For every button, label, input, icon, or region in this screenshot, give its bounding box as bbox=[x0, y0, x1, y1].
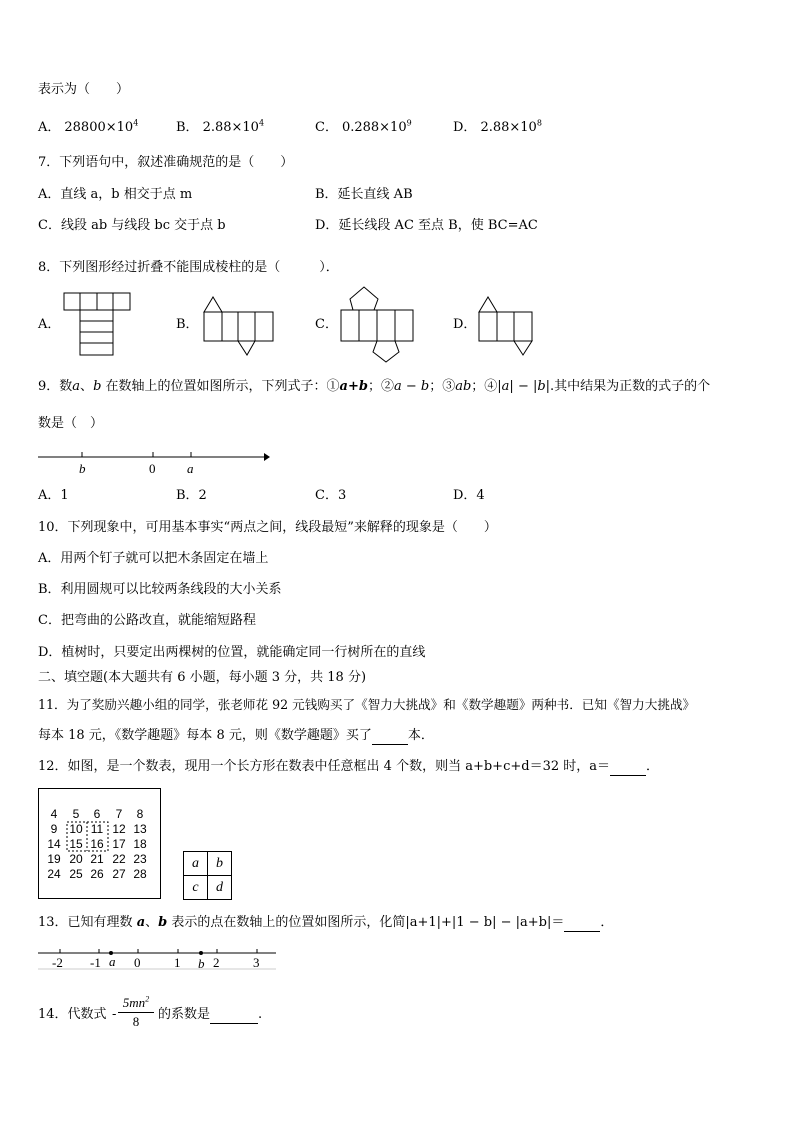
q12-number-table bbox=[38, 788, 161, 899]
q12-cell: 12 bbox=[112, 822, 126, 836]
q12-cell: 21 bbox=[90, 852, 104, 866]
q6-option-b bbox=[176, 120, 264, 136]
q9-sep: 、 bbox=[80, 379, 94, 394]
q14-denominator: 8 bbox=[132, 1014, 140, 1029]
q6-option-c bbox=[315, 120, 412, 136]
q12-answer-blank[interactable] bbox=[610, 759, 646, 776]
q14-stem-period: . bbox=[258, 1007, 263, 1022]
q9-option-a: A．1 bbox=[38, 488, 69, 503]
q6-option-b-base: 2.88×10 bbox=[202, 120, 259, 135]
q12-cell: 28 bbox=[133, 867, 147, 881]
q12-cell: 10 bbox=[69, 822, 83, 836]
q13-stem-end: ． bbox=[600, 915, 614, 930]
q12-dashed-frame bbox=[66, 821, 110, 853]
q12-cell: 20 bbox=[69, 852, 83, 866]
q12-small-cell: a bbox=[184, 852, 208, 876]
q9-stem bbox=[38, 379, 710, 395]
q9-axis-label-b: b bbox=[79, 461, 86, 476]
q6-option-a-base: 28800×10 bbox=[64, 120, 134, 135]
q12-cell: 16 bbox=[90, 837, 104, 851]
q9-expr-3: ab bbox=[455, 379, 472, 394]
q9-stem-part: 在数轴上的位置如图所示，下列式子：① bbox=[101, 379, 340, 394]
q6-option-d-base: 2.88×10 bbox=[480, 120, 537, 135]
q6-option-a bbox=[38, 120, 138, 136]
q6-option-b-exp: 4 bbox=[258, 118, 265, 128]
q11-line2 bbox=[38, 728, 434, 745]
q9-stem-line2: 数是（ ） bbox=[38, 416, 104, 431]
q12-cell: 5 bbox=[72, 807, 80, 821]
q11-line2-text: 每本 18 元，《数学趣题》每本 8 元，则《数学趣题》买了 bbox=[38, 728, 372, 743]
q13-var-b: b bbox=[158, 915, 168, 930]
q13-point-b-label: b bbox=[198, 956, 205, 971]
q11-answer-blank[interactable] bbox=[372, 728, 408, 745]
q9-stem-part: ；③ bbox=[429, 379, 456, 394]
q14-fraction-bar bbox=[118, 1012, 154, 1013]
q9-var-b: b bbox=[93, 379, 102, 394]
q12-cell: 27 bbox=[112, 867, 126, 881]
q13-stem-text: 表示的点在数轴上的位置如图所示，化简|a+1|+|1 − b| − |a+b|＝ bbox=[167, 915, 565, 930]
q14-neg-sign: - bbox=[112, 1007, 117, 1022]
q13-stem-text: 13．已知有理数 bbox=[38, 915, 137, 930]
q13-tick-label: -2 bbox=[52, 955, 63, 970]
q11-line1: 11．为了奖励兴趣小组的同学，张老师花 92 元钱购买了《智力大挑战》和《数学趣题》两种书．已知《智力大挑战》 bbox=[38, 697, 696, 712]
q13-sep: 、 bbox=[145, 915, 159, 930]
q7-option-c: C．线段 ab 与线段 bc 交于点 b bbox=[38, 218, 226, 233]
q10-option-b: B．利用圆规可以比较两条线段的大小关系 bbox=[38, 582, 282, 597]
q12-cell: 23 bbox=[133, 852, 147, 866]
q11-line2-end: 本． bbox=[407, 728, 434, 743]
q7-stem: 7．下列语句中，叙述准确规范的是（ ） bbox=[38, 155, 294, 170]
q13-tick-label: 3 bbox=[253, 955, 260, 970]
q6-option-b-label: B． bbox=[176, 120, 199, 135]
q12-stem-text: 12．如图，是一个数表，现用一个长方形在数表中任意框出 4 个数，则当 a+b+c+d＝32 时，a＝ bbox=[38, 759, 610, 774]
q12-cell: 9 bbox=[50, 822, 58, 836]
q12-cell: 11 bbox=[90, 822, 104, 836]
q12-small-cell: c bbox=[184, 876, 208, 900]
q6-option-d-exp: 8 bbox=[536, 118, 542, 128]
q9-number-line bbox=[38, 444, 270, 476]
q12-cell: 15 bbox=[69, 837, 83, 851]
q12-cell: 25 bbox=[69, 867, 83, 881]
q10-option-d: D．植树时，只要定出两棵树的位置，就能确定同一行树所在的直线 bbox=[38, 645, 426, 660]
q9-option-c: C．3 bbox=[315, 488, 347, 503]
q14-stem-text: 的系数是 bbox=[158, 1007, 211, 1022]
q13-stem bbox=[38, 915, 613, 932]
q6-option-a-label: A． bbox=[38, 120, 61, 135]
q9-axis-label-a: a bbox=[187, 461, 194, 476]
section-heading: 二、填空题(本大题共有 6 小题，每小题 3 分，共 18 分) bbox=[38, 670, 367, 685]
q12-cell: 26 bbox=[90, 867, 104, 881]
q13-var-a: a bbox=[136, 915, 146, 930]
q9-var-a: a bbox=[72, 379, 81, 394]
q13-point-a-label: a bbox=[109, 954, 116, 969]
q6-option-d-label: D． bbox=[453, 120, 477, 135]
q8-figure-c bbox=[340, 286, 420, 366]
q8-stem: 8．下列图形经过折叠不能围成棱柱的是（ ）． bbox=[38, 260, 339, 275]
q12-abcd-table bbox=[183, 851, 232, 900]
q6-option-a-exp: 4 bbox=[133, 118, 139, 128]
q12-cell: 14 bbox=[47, 837, 61, 851]
q9-option-d: D．4 bbox=[453, 488, 485, 503]
q12-cell: 24 bbox=[47, 867, 61, 881]
q8-label-b: B． bbox=[176, 317, 199, 332]
q12-small-cell: d bbox=[208, 876, 232, 900]
q9-stem-part: .其中结果为正数的式子的个 bbox=[550, 379, 711, 394]
q13-answer-blank[interactable] bbox=[564, 915, 600, 932]
q9-stem-part: ；② bbox=[367, 379, 394, 394]
q12-cell: 13 bbox=[133, 822, 147, 836]
q7-option-b: B．延长直线 AB bbox=[315, 187, 413, 202]
q14-answer-blank[interactable] bbox=[210, 1007, 258, 1024]
q8-label-a: A． bbox=[38, 317, 61, 332]
q10-option-c: C．把弯曲的公路改直，就能缩短路程 bbox=[38, 613, 256, 628]
q12-cell: 7 bbox=[115, 807, 123, 821]
q9-expr-4: |a| − |b| bbox=[497, 379, 551, 394]
q12-cell: 22 bbox=[112, 852, 126, 866]
q12-cell: 4 bbox=[50, 807, 58, 821]
q8-label-c: C． bbox=[315, 317, 338, 332]
q12-small-cell: b bbox=[208, 852, 232, 876]
q13-tick-label: 0 bbox=[134, 955, 141, 970]
q6-tail: 表示为（ ） bbox=[38, 82, 130, 97]
q9-stem-part: 9．数 bbox=[38, 379, 73, 394]
q6-option-c-label: C． bbox=[315, 120, 338, 135]
q8-figure-d bbox=[478, 296, 538, 358]
q12-cell: 18 bbox=[133, 837, 147, 851]
q13-number-line bbox=[38, 946, 283, 974]
q10-option-a: A．用两个钉子就可以把木条固定在墙上 bbox=[38, 551, 269, 566]
q6-option-c-exp: 9 bbox=[406, 118, 412, 128]
q12-stem bbox=[38, 759, 659, 776]
q9-expr-1: a+b bbox=[339, 379, 368, 394]
q14-stem-end bbox=[158, 1007, 262, 1024]
q8-label-d: D． bbox=[453, 317, 477, 332]
q12-cell: 8 bbox=[136, 807, 144, 821]
q6-option-c-base: 0.288×10 bbox=[341, 120, 407, 135]
q13-tick-label: 1 bbox=[174, 955, 181, 970]
q6-option-d bbox=[453, 120, 542, 136]
q9-stem-part: ；④ bbox=[471, 379, 498, 394]
q12-stem-end: ． bbox=[646, 759, 660, 774]
q10-stem: 10．下列现象中，可用基本事实“两点之间，线段最短”来解释的现象是（ ） bbox=[38, 520, 497, 535]
q14-numerator-exp: 2 bbox=[145, 994, 150, 1004]
q8-figure-b bbox=[203, 296, 278, 358]
q12-cell: 6 bbox=[93, 807, 101, 821]
q8-figure-a bbox=[63, 292, 133, 358]
q7-option-d: D．延长线段 AC 至点 B，使 BC=AC bbox=[315, 218, 538, 233]
q12-cell: 17 bbox=[112, 837, 126, 851]
q9-expr-2: a − b bbox=[393, 379, 430, 394]
q14-numerator: 5mn bbox=[122, 995, 146, 1010]
q14-stem-start: 14．代数式 bbox=[38, 1007, 107, 1022]
q13-tick-label: -1 bbox=[90, 955, 101, 970]
q9-option-b: B．2 bbox=[176, 488, 207, 503]
q9-axis-label-zero: 0 bbox=[149, 461, 156, 476]
q13-tick-label: 2 bbox=[213, 955, 220, 970]
q14-fraction bbox=[118, 995, 154, 1030]
q12-cell: 19 bbox=[47, 852, 61, 866]
q7-option-a: A．直线 a，b 相交于点 m bbox=[38, 187, 193, 202]
